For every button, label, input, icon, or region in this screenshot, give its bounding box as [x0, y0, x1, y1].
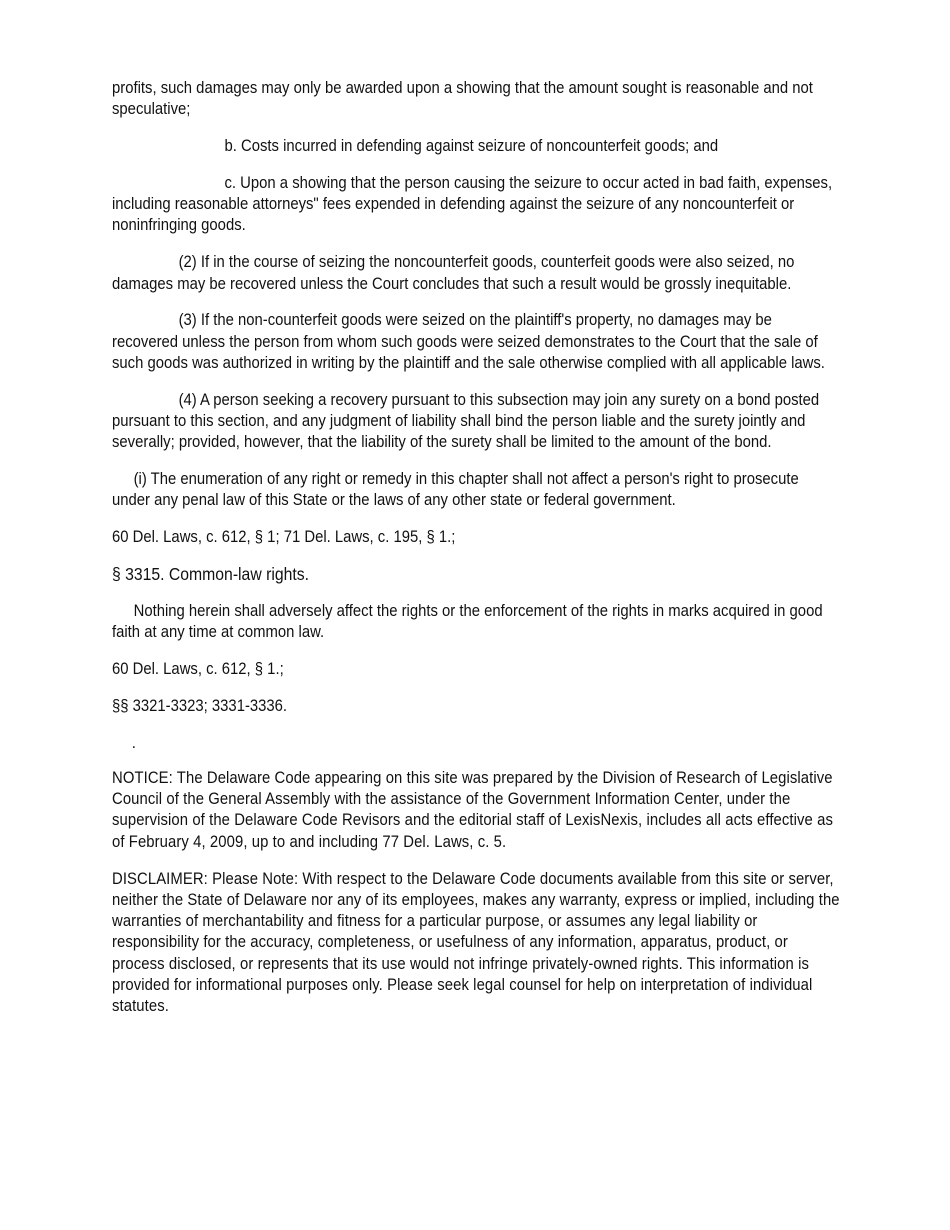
paragraph-item-2: (2) If in the course of seizing the noncounterfeit goods, counterfeit goods were also seized, no damages may be recovered unless the Court concludes that such a result would be grossly inequitable.	[112, 253, 795, 293]
section-heading-3315: § 3315. Common-law rights.	[112, 564, 309, 585]
paragraph-subsection-i: (i) The enumeration of any right or remedy in this chapter shall not affect a person's right to prosecute under any penal law of this State or the laws of any other state or federal government.	[112, 470, 799, 510]
paragraph-item-3: (3) If the non-counterfeit goods were seized on the plaintiff's property, no damages may be recovered unless the person from whom such goods were seized demonstrates to the Court that the sale of such goods was authorized in writing by the plaintiff and the sale otherwise complied with all applicable laws.	[112, 311, 825, 372]
cross-reference: §§ 3321-3323; 3331-3336.	[112, 696, 288, 715]
paragraph-profits-continuation: profits, such damages may only be awarded upon a showing that the amount sought is reasonable and not speculative;	[112, 79, 813, 119]
paragraph-item-c: c. Upon a showing that the person causing the seizure to occur acted in bad faith, expenses, including reasonable attorneys" fees expended in defending against the seizure of any noncounterfeit or noninfringing goods.	[112, 173, 833, 235]
section-body-3315: Nothing herein shall adversely affect the rights or the enforcement of the rights in marks acquired in good faith at any time at common law.	[112, 601, 823, 642]
document-page	[112, 78, 840, 1033]
disclaimer-paragraph: DISCLAIMER: Please Note: With respect to the Delaware Code documents available from this site or server, neither the State of Delaware nor any of its employees, makes any warranty, express or implied, including the warranties of merchantability and fitness for a particular purpose, or assumes any legal liability or responsibility for the accuracy, completeness, or usefulness of any information, apparatus, product, or process disclosed, or represents that its use would not infringe privately-owned rights. This information is provided for informational purposes only. Please seek legal counsel for help on interpretation of individual statutes.	[112, 869, 840, 1016]
paragraph-item-4: (4) A person seeking a recovery pursuant to this subsection may join any surety on a bond posted pursuant to this section, and any judgment of liability shall bind the person liable and the surety jointly and severally; provided, however, that the liability of the surety shall be limited to the amount of the bond.	[112, 390, 820, 452]
notice-paragraph: NOTICE: The Delaware Code appearing on this site was prepared by the Division of Research of Legislative Council of the General Assembly with the assistance of the Government Information Center, under the supervision of the Delaware Code Revisors and the editorial staff of LexisNexis, includes all acts effective as of February 4, 2009, up to and including 77 Del. Laws, c. 5.	[112, 768, 833, 851]
history-note-3315: 60 Del. Laws, c. 612, § 1.;	[112, 659, 284, 678]
paragraph-item-b: b. Costs incurred in defending against seizure of noncounterfeit goods; and	[224, 137, 719, 156]
history-note-3314: 60 Del. Laws, c. 612, § 1; 71 Del. Laws, c. 195, § 1.;	[112, 528, 456, 547]
separator-dot: .	[131, 733, 136, 752]
